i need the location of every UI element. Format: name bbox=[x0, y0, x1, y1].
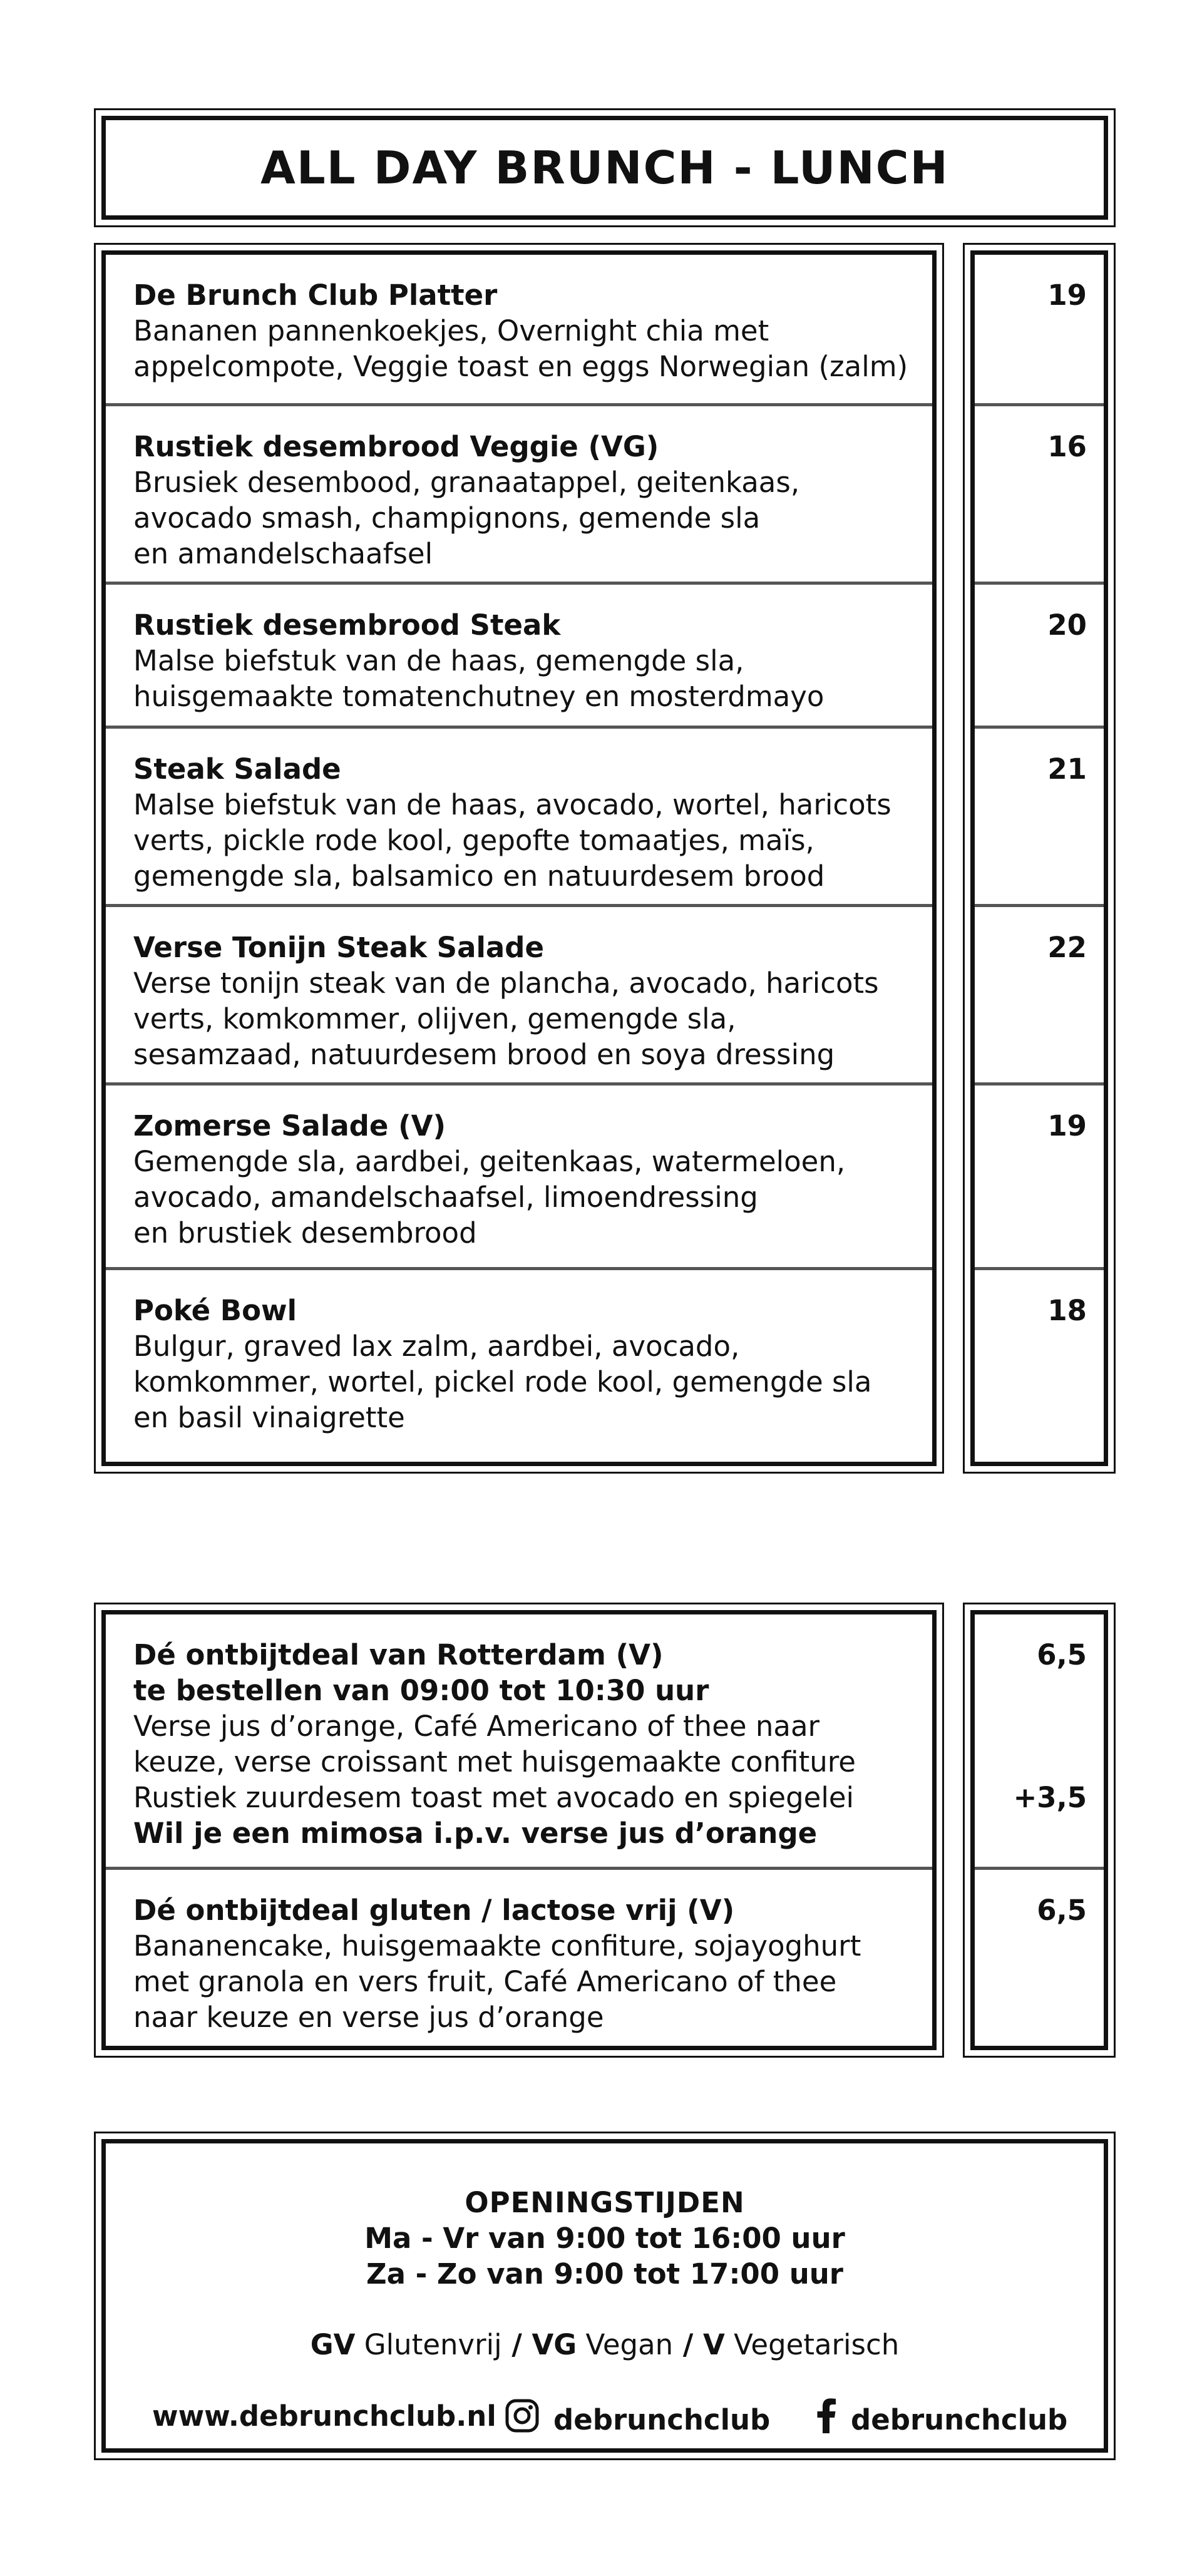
facebook-link[interactable] bbox=[816, 2398, 1067, 2441]
instagram-icon bbox=[505, 2398, 553, 2441]
menu-item-description: Brusiek desembood, granaatappel, geitenkaas, avocado smash, champignons, gemende sla en amandelschaafsel bbox=[133, 466, 800, 570]
deal-list bbox=[94, 1603, 944, 2058]
menu-item bbox=[106, 403, 932, 582]
deal-item-price: 6,5 bbox=[1037, 1638, 1087, 1671]
menu-item-price: 20 bbox=[1047, 608, 1087, 642]
legend-separator: / bbox=[673, 2328, 703, 2361]
menu-item bbox=[106, 1267, 932, 1464]
price-cell bbox=[975, 255, 1104, 403]
deal-item-subtitle: te bestellen van 09:00 tot 10:30 uur bbox=[133, 1674, 709, 1707]
price-cell bbox=[975, 1614, 1104, 1867]
facebook-icon bbox=[816, 2398, 851, 2441]
menu-item-description: Verse tonijn steak van de plancha, avocado, haricots verts, komkommer, olijven, gemengde sla, sesamzaad, natuurdesem brood en soya dressing bbox=[133, 967, 879, 1071]
deal-item-name: Dé ontbijtdeal van Rotterdam (V) bbox=[133, 1638, 664, 1671]
deal-price-column bbox=[963, 1603, 1116, 2058]
menu-item bbox=[106, 582, 932, 726]
deal-item-price: 6,5 bbox=[1037, 1894, 1087, 1927]
legend-code-v: V bbox=[702, 2328, 725, 2361]
legend-label-vg: Vegan bbox=[585, 2328, 674, 2361]
price-cell bbox=[975, 1867, 1104, 2048]
opening-hours-weekdays: Ma - Vr van 9:00 tot 16:00 uur bbox=[364, 2222, 845, 2255]
deal-item bbox=[106, 1614, 932, 1867]
menu-item-description: Malse biefstuk van de haas, avocado, wortel, haricots verts, pickle rode kool, gepofte tomaatjes, maïs, gemengde sla, balsamico en natuurdesem brood bbox=[133, 788, 891, 893]
menu-item-name: Steak Salade bbox=[133, 752, 341, 786]
menu-price-column bbox=[963, 243, 1116, 1474]
menu-item-price: 21 bbox=[1047, 752, 1087, 786]
legend-separator: / bbox=[501, 2328, 532, 2361]
menu-item-description: Bulgur, graved lax zalm, aardbei, avocado, komkommer, wortel, pickel rode kool, gemengde sla en basil vinaigrette bbox=[133, 1330, 872, 1434]
price-cell bbox=[975, 1082, 1104, 1267]
menu-item bbox=[106, 726, 932, 904]
diet-legend bbox=[106, 2327, 1104, 2363]
menu-item-price: 19 bbox=[1047, 1109, 1087, 1142]
price-cell bbox=[975, 1267, 1104, 1464]
menu-item-name: Poké Bowl bbox=[133, 1294, 297, 1327]
website-text: www.debrunchclub.nl bbox=[152, 2399, 496, 2433]
website-link[interactable] bbox=[152, 2398, 496, 2434]
menu-item bbox=[106, 255, 932, 403]
menu-item-description: Gemengde sla, aardbei, geitenkaas, watermeloen, avocado, amandelschaafsel, limoendressing en brustiek desembrood bbox=[133, 1145, 846, 1250]
deal-extra-price: +3,5 bbox=[1013, 1781, 1087, 1814]
deal-item-extra: Wil je een mimosa i.p.v. verse jus d’orange bbox=[133, 1817, 818, 1850]
menu-item-description: Malse biefstuk van de haas, gemengde sla, huisgemaakte tomatenchutney en mosterdmayo bbox=[133, 644, 824, 713]
price-cell bbox=[975, 582, 1104, 726]
title-box bbox=[94, 108, 1116, 227]
page-title: ALL DAY BRUNCH - LUNCH bbox=[260, 141, 949, 194]
menu-item-name: Verse Tonijn Steak Salade bbox=[133, 931, 544, 964]
price-cell bbox=[975, 904, 1104, 1082]
menu-item-price: 22 bbox=[1047, 931, 1087, 964]
menu-item-price: 16 bbox=[1047, 430, 1087, 463]
instagram-link[interactable] bbox=[505, 2398, 770, 2441]
legend-code-gv: GV bbox=[310, 2328, 356, 2361]
deal-item-description: Bananencake, huisgemaakte confiture, sojayoghurt met granola en vers fruit, Café Americano of thee naar keuze en verse jus d’orange bbox=[133, 1929, 861, 2034]
opening-hours-heading: OPENINGSTIJDEN bbox=[465, 2186, 745, 2219]
price-cell bbox=[975, 726, 1104, 904]
menu-item-price: 18 bbox=[1047, 1294, 1087, 1327]
legend-label-v: Vegetarisch bbox=[734, 2328, 900, 2361]
deal-item-description: Verse jus d’orange, Café Americano of thee naar keuze, verse croissant met huisgemaakte confiture Rustiek zuurdesem toast met avocado en spiegelei bbox=[133, 1710, 856, 1814]
facebook-handle: debrunchclub bbox=[851, 2403, 1068, 2436]
opening-hours-weekend: Za - Zo van 9:00 tot 17:00 uur bbox=[366, 2257, 843, 2291]
menu-item-name: De Brunch Club Platter bbox=[133, 279, 498, 312]
deal-item-name: Dé ontbijtdeal gluten / lactose vrij (V) bbox=[133, 1894, 735, 1927]
info-box bbox=[94, 2132, 1116, 2460]
menu-list bbox=[94, 243, 944, 1474]
instagram-handle: debrunchclub bbox=[553, 2403, 771, 2436]
legend-code-vg: VG bbox=[532, 2328, 577, 2361]
menu-item-description: Bananen pannenkoekjes, Overnight chia met appelcompote, Veggie toast en eggs Norwegian (zalm) bbox=[133, 314, 908, 383]
deal-item bbox=[106, 1867, 932, 2048]
price-cell bbox=[975, 403, 1104, 582]
menu-item-price: 19 bbox=[1047, 279, 1087, 312]
menu-item-name: Rustiek desembrood Veggie (VG) bbox=[133, 430, 659, 463]
menu-item bbox=[106, 1082, 932, 1267]
menu-item-name: Zomerse Salade (V) bbox=[133, 1109, 446, 1142]
contact-row bbox=[106, 2398, 1104, 2436]
menu-item-name: Rustiek desembrood Steak bbox=[133, 608, 561, 642]
legend-label-gv: Glutenvrij bbox=[364, 2328, 502, 2361]
info-content bbox=[106, 2143, 1104, 2448]
menu-item bbox=[106, 904, 932, 1082]
